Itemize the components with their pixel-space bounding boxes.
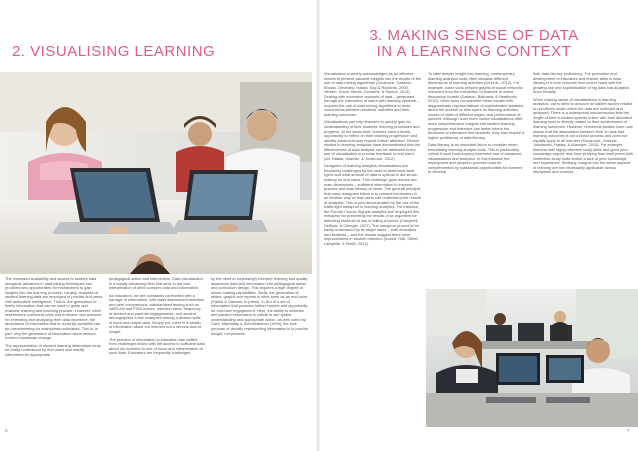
paragraph: Data literacy is an important factor to consider when embedding learning analytic tools. This is particularly critical if such tools employ extensive use of advanced visualisations and analytics. In this instance the deployment and adoption process must be complemented by substantial opportunities for learners to develop [428, 142, 523, 175]
paragraph: by the need to increasingly interpret learning and quality assurance data and information into pedagogical action and curriculum design. This requires a high degree of sense-making capabilities. Sadly, the generation of tables, graphs and reports is often seen as an end point (Parikh & Dawson, in press). In lieu of a set of information that provides further context and opportunity for end-user engagement. Here, the ability to describe and present information is critical to aid uptake, understanding and appropriate action. As well noted by Card, Mackinlay & Schneiderman (1999), the sole purpose of visually representing information is to provide insight, not pictures. [211, 277, 309, 336]
paragraph: When making sense of visualisations in learning analytics, users need to account for salient factors related to conditions under which the data are collected and analysed. There is a widespread misconception that the length of time a student spends online with their allocated learning tools is directly related to their achievement of learning outcomes. However, numerous studies have now shown that the association between time on task and learning outcomes is not a linear process and does not equally apply to all learners (Kovanovic, Gasevic, Joksimovic, Hatala, & Adesope, 2015). For example, learners with highly effective study skills and good prior knowledge require less time studying than their peers with ineffective study skills and/or a lack of prior knowledge and experience. Similarly, insights into the same aspects of learning are not necessarily applicable across disciplines and courses. [533, 96, 633, 175]
classroom-laptop-photo [0, 72, 312, 274]
section-heading-making-sense-of-data: 3. MAKING SENSE OF DATA IN A LEARNING CONTEXT [369, 27, 579, 60]
paragraph: To offer deeper insight into learning, contemporary learning analytics tools often visualise different dimensions of learning activities (Ali et al., 2012). For example, some tools present graphs of social networks extracted from the interaction of learners in online discussion boards (Dawson, Bakharia, & Heathcote, 2010). Other tools complement these visuals with diagrammatic representations of sophisticated statistics about the amount of time spent on learning activities, counts of visits of different pages, and performance of quizzes. Although such more varied visualisations offer more comprehensive insights into student learning progression and therefore can better inform the decisions of educators and students, they also require a higher proficiency of data literacy. [428, 72, 525, 140]
paragraph: The increased availability and access to student data alongside advances in data mining techniques has provided new opportunities for researchers to gain insights into the learning process. Largely, analyses of student learning data are employed to provide end users with actionable intelligence. That is, the generation of timely information that can be used to guide and evaluate learning and teaching practice. However, while researchers commonly seek and embrace new avenues for extending and analysing their data repertoire, the abundance of information that is currently available can be overwhelming for mainstream educators. This is, in part, why the generation of information alone seldom evokes broadscale change. [5, 277, 103, 341]
page-number: 6 [5, 428, 8, 433]
paragraph: The representation of student learning information must be easily understood by end users and readily interpreted for appropriate [5, 342, 101, 357]
right-page [320, 0, 638, 451]
right-page-column-3 [533, 72, 633, 284]
right-page-column-2 [428, 72, 526, 284]
left-page [0, 0, 318, 451]
left-page-column-3 [211, 277, 309, 425]
paragraph: their data literacy proficiency. The promotion and development of educators and learner skills in data literacy is a core outcome that runs in hand with the growing use and sophistication of big data and analytics more broadly. [533, 72, 630, 95]
paragraph: pedagogical action and intervention. Data visualisation is a rapidly advancing field that aims to aid user interpretation of often complex data and information. [109, 277, 203, 291]
page-number: 7 [627, 428, 630, 433]
left-page-column-2 [109, 277, 205, 425]
paragraph: The problem of information in education has shifted from challenges linked with the access to sufficient data about our learners to one of focus and interpretation of such data. Educators are frequently challenged [109, 336, 205, 356]
section-heading-visualising-learning: 2. VISUALISING LEARNING [12, 43, 216, 60]
paragraph: Visualisations can help teachers to quickly gain an understanding of their students' learning processes and progress. At the same time, learners have a timely opportunity to reflect on their learning progression and identify areas that may require further attention. Recent studies in learning analytics have demonstrated that the effectiveness of data analysis can be attributed to the use of visualisation to provide feedback to end users (Ali, Hatala, Gasevic, & Jovanovic, 2012). [324, 119, 421, 161]
paragraph: Visualisation is widely acknowledged as an effective means to present valuable insights into the results of the use of data mining algorithms (Jovanovic, Gasevic, Brooks, Devedzic, Hatala, Eap & Richards, 2008; Verbert, Duval, Klerkx, Govaerts, & Santos, 2013). Dealing with excessive amounts of data – generated through the interaction of users with learning systems – requires the use of data mining algorithms to draw connections between students' activities and their learning outcomes. [324, 72, 422, 117]
paragraph: Designers of learning analytics visualisations are frequently challenged by the need to determine what types and what amount of data is optimal to aid sense-making for end users. This challenge goes across two main dimensions – sufficient information to improve practice and data literacy of users. The general principle that many designers follow is to present information in an intuitive way so that users can understand the results of analytics. This is well demonstrated by the use of the traffic light metaphor in learning analytics. For instance, the Purdue Course Signals analytics tool employed this metaphor for presenting the results of an algorithm for detecting students at risk of failing a course (Campbell, DeBlois, & Oblinger, 2007). The metaphor proved to be easily understood by its target users – both educators and students – and the results suggest there were improvements in student retention (Arnold, Hall, Street, Lafayette, & Pistilli, 2012). [324, 163, 421, 246]
paragraph: As educators, we are constantly confronted with a barrage of information, with class assessment activities and peer comparisons, standardised testing such as NAPLAN and PISA scores, retention rates, frequency of student and parental engagements, and student demographics a few examples among a diverse suite of input and output data. Simply put, there is a wealth of information about our learners but a serious lack of insight. [109, 292, 204, 335]
computer-lab-photo [426, 289, 638, 427]
left-page-column-1 [5, 277, 103, 425]
right-page-column-1 [324, 72, 422, 422]
